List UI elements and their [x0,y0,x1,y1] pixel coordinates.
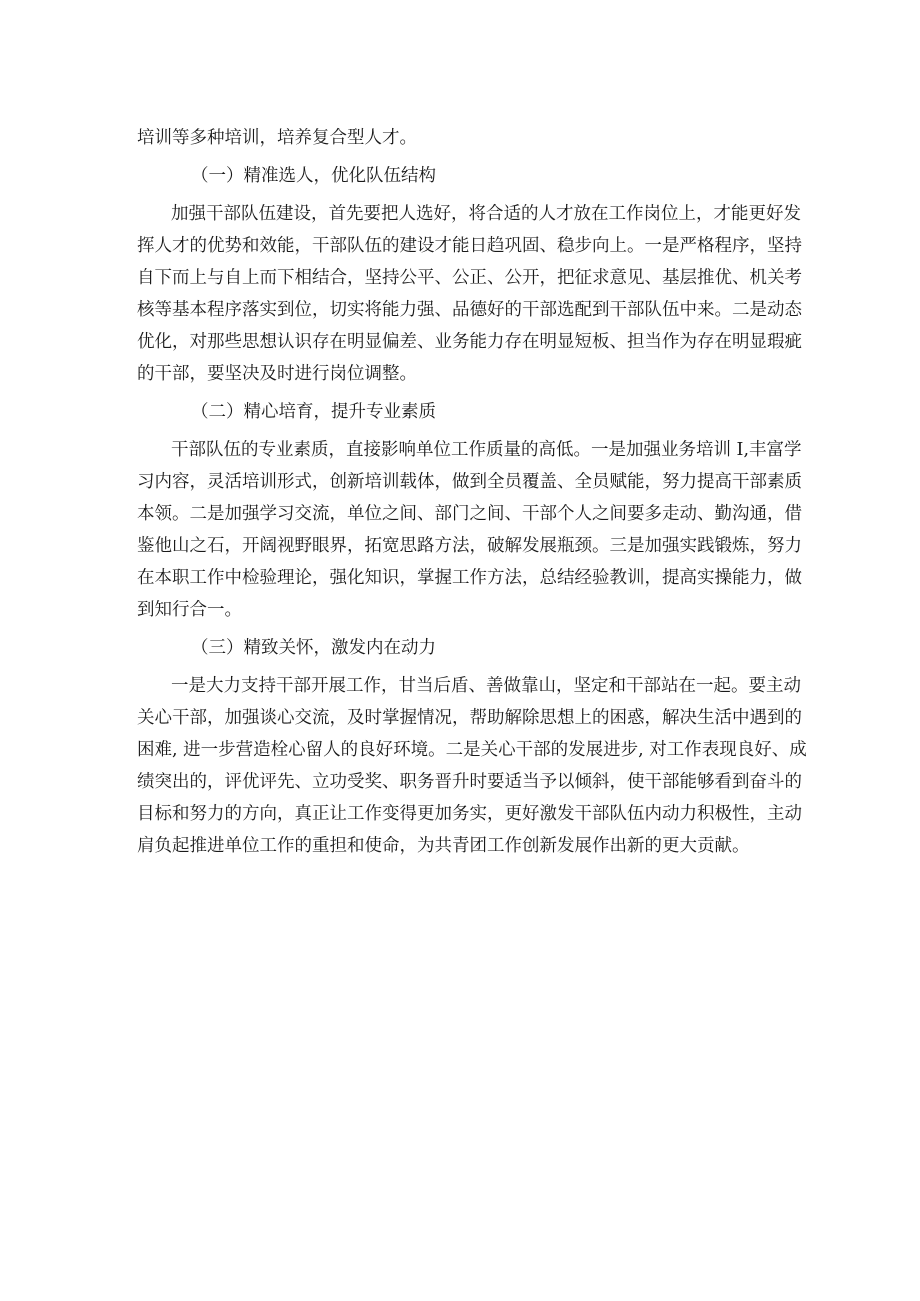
paragraph-line: 的干部，要坚决及时进行岗位调整。 [137,364,417,384]
section-heading-3: （三）精致关怀，激发内在动力 [191,638,436,658]
paragraph-line: 加强干部队伍建设，首先要把人选好，将合适的人才放在工作岗位上，才能更好发 [171,204,801,224]
section-2-paragraph [137,434,802,626]
paragraph-line: 自下而上与自上而下相结合，坚持公平、公正、公开，把征求意见、基层推优、机关考 [137,268,802,288]
paragraph-line: 到知行合一。 [137,600,242,620]
paragraph-line: 核等基本程序落实到位，切实将能力强、品德好的干部选配到干部队伍中来。二是动态 [137,300,802,320]
section-3-paragraph [137,670,807,862]
paragraph-line: 一是大力支持干部开展工作，甘当后盾、善做靠山，坚定和干部站在一起。要主动 [171,676,801,696]
paragraph-line: 肩负起推进单位工作的重担和使命，为共青团工作创新发展作出新的更大贡献。 [137,836,750,856]
paragraph-line: 习内容，灵活培训形式，创新培训载体，做到全员覆盖、全员赋能，努力提高干部素质 [137,472,802,492]
section-heading-1: （一）精准选人，优化队伍结构 [191,166,436,186]
paragraph-line: 困难, 进一步营造栓心留人的良好环境。二是关心干部的发展进步, 对工作表现良好、成 [137,740,807,760]
section-1-paragraph [137,198,802,390]
section-heading-2: （二）精心培育，提升专业素质 [191,402,436,422]
paragraph-line: 鉴他山之石，开阔视野眼界，拓宽思路方法，破解发展瓶颈。三是加强实践锻炼，努力 [137,536,802,556]
paragraph-line: 本领。二是加强学习交流，单位之间、部门之间、干部个人之间要多走动、勤沟通，借 [137,504,802,524]
paragraph-line: 在本职工作中检验理论，强化知识，掌握工作方法，总结经验教训，提高实操能力，做 [137,568,802,588]
document-page [137,122,807,862]
paragraph-line: 培训等多种培训，培养复合型人才。 [137,128,417,148]
paragraph-line: 挥人才的优势和效能，干部队伍的建设才能日趋巩固、稳步向上。一是严格程序，坚持 [137,236,802,256]
paragraph-line: 优化，对那些思想认识存在明显偏差、业务能力存在明显短板、担当作为存在明显瑕疵 [137,332,802,352]
paragraph-line: 绩突出的，评优评先、立功受奖、职务晋升时要适当予以倾斜，使干部能够看到奋斗的 [137,772,802,792]
paragraph-line: 关心干部，加强谈心交流，及时掌握情况，帮助解除思想上的困惑，解决生活中遇到的 [137,708,802,728]
paragraph-line: 目标和努力的方向，真正让工作变得更加务实，更好激发干部队伍内动力积极性，主动 [137,804,802,824]
paragraph-line: 干部队伍的专业素质，直接影响单位工作质量的高低。一是加强业务培训 I,丰富学 [171,440,802,460]
